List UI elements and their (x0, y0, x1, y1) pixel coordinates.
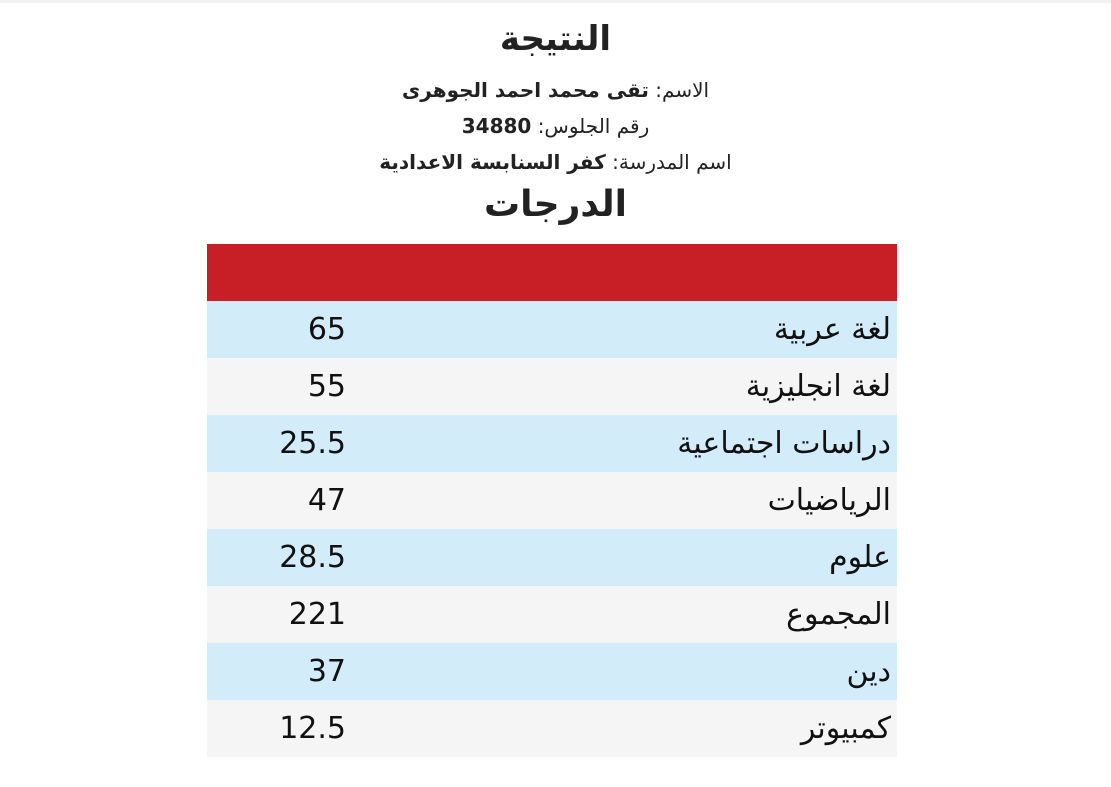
table-row (207, 643, 897, 700)
result-page (0, 0, 1111, 230)
school-name-line (0, 144, 1111, 180)
student-info (0, 72, 1111, 180)
table-row (207, 415, 897, 472)
subject-score: 25.5 (207, 415, 356, 472)
grades-table (207, 244, 897, 757)
subject-name: لغة انجليزية (356, 358, 897, 415)
subject-score: 47 (207, 472, 356, 529)
subject-score: 28.5 (207, 529, 356, 586)
seat-number-value: 34880 (461, 114, 532, 138)
table-row (207, 358, 897, 415)
table-row (207, 586, 897, 643)
subject-name: دراسات اجتماعية (356, 415, 897, 472)
table-row (207, 700, 897, 757)
table-row (207, 529, 897, 586)
subject-score: 65 (207, 301, 356, 358)
subject-name: كمبيوتر (356, 700, 897, 757)
grades-table-header (207, 244, 897, 301)
subject-name: الرياضيات (356, 472, 897, 529)
subject-score: 221 (207, 586, 356, 643)
grades-title: الدرجات (483, 184, 627, 225)
seat-number-line (0, 108, 1111, 144)
subject-score: 37 (207, 643, 356, 700)
page-title: النتيجة (499, 19, 612, 59)
subject-name: علوم (356, 529, 897, 586)
subject-name: لغة عربية (356, 301, 897, 358)
subject-name: المجموع (356, 586, 897, 643)
student-name-value: تقى محمد احمد الجوهرى (401, 78, 649, 102)
subject-name: دين (356, 643, 897, 700)
student-name-label: الاسم: (655, 78, 710, 102)
school-name-value: كفر السنابسة الاعدادية (379, 150, 606, 174)
school-name-label: اسم المدرسة: (612, 150, 732, 174)
table-row (207, 472, 897, 529)
subject-score: 12.5 (207, 700, 356, 757)
student-name-line (0, 72, 1111, 108)
seat-number-label: رقم الجلوس: (537, 114, 650, 138)
table-row (207, 301, 897, 358)
subject-score: 55 (207, 358, 356, 415)
